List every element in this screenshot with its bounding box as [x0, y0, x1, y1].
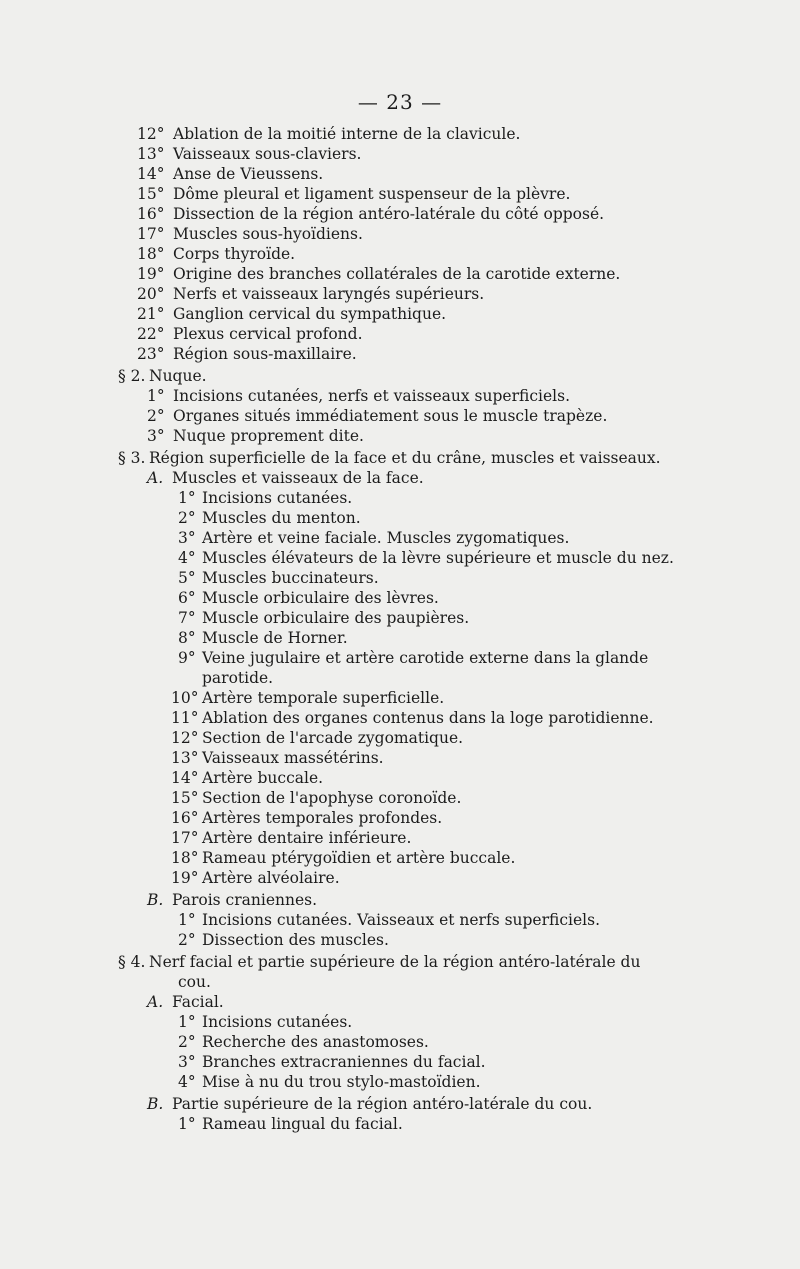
outline-item [178, 930, 389, 950]
page-number: — 23 — [357, 90, 443, 114]
outline-item [171, 808, 442, 828]
item-number: 3° [178, 1053, 196, 1071]
item-text: Ablation de la moitié interne de la clavicule. [173, 125, 521, 143]
item-number: B. [147, 891, 164, 909]
outline-item [137, 324, 363, 344]
outline-item [171, 708, 654, 728]
item-text: Veine jugulaire et artère carotide externe dans la glande [202, 649, 649, 667]
item-number: 14° [171, 769, 199, 787]
item-text: Muscle de Horner. [202, 629, 348, 647]
outline-item [178, 1052, 486, 1072]
item-text: Organes situés immédiatement sous le muscle trapèze. [173, 407, 608, 425]
item-text: Muscles buccinateurs. [202, 569, 379, 587]
item-number: 19° [137, 265, 165, 283]
outline-item [137, 264, 620, 284]
outline-item [178, 972, 211, 992]
item-number: 2° [178, 1033, 196, 1051]
item-number: 7° [178, 609, 196, 627]
item-text: Incisions cutanées. Vaisseaux et nerfs superficiels. [202, 911, 601, 929]
item-number: § 3. [118, 449, 146, 467]
item-text: Dissection des muscles. [202, 931, 389, 949]
item-number: 1° [178, 1013, 196, 1031]
item-number: 14° [137, 165, 165, 183]
item-text: Muscle orbiculaire des lèvres. [202, 589, 439, 607]
item-text: Artère temporale superficielle. [202, 689, 445, 707]
item-number: 1° [178, 489, 196, 507]
item-text: Anse de Vieussens. [173, 165, 324, 183]
outline-item [178, 588, 439, 608]
outline-item [178, 1012, 352, 1032]
outline-item [147, 1094, 592, 1114]
item-text: Ablation des organes contenus dans la loge parotidienne. [202, 709, 654, 727]
item-text: Mise à nu du trou stylo-mastoïdien. [202, 1073, 481, 1091]
item-text: parotide. [202, 669, 274, 687]
outline-item [118, 448, 661, 468]
outline-item [178, 910, 600, 930]
item-number: 6° [178, 589, 196, 607]
item-text: Ganglion cervical du sympathique. [173, 305, 447, 323]
item-number: B. [147, 1095, 164, 1113]
outline-item [202, 668, 273, 688]
outline-item [178, 568, 379, 588]
item-number: 5° [178, 569, 196, 587]
item-text: Rameau lingual du facial. [202, 1115, 403, 1133]
item-number: 2° [178, 509, 196, 527]
item-text: Corps thyroïde. [173, 245, 296, 263]
item-text: Incisions cutanées. [202, 489, 353, 507]
item-text: Vaisseaux sous-claviers. [173, 145, 362, 163]
outline-item [118, 952, 640, 972]
item-number: 19° [171, 869, 199, 887]
item-number: 1° [147, 387, 165, 405]
item-number: 22° [137, 325, 165, 343]
outline-item [178, 628, 348, 648]
outline-item [137, 284, 484, 304]
item-number: 15° [171, 789, 199, 807]
item-text: cou. [178, 973, 211, 991]
item-text: Muscles et vaisseaux de la face. [172, 469, 424, 487]
item-number: 2° [147, 407, 165, 425]
outline-item [178, 548, 674, 568]
outline-item [147, 992, 224, 1012]
item-number: 4° [178, 1073, 196, 1091]
item-number: 3° [147, 427, 165, 445]
outline-item [171, 788, 461, 808]
item-text: Artère et veine faciale. Muscles zygomatiques. [202, 529, 570, 547]
item-text: Nerfs et vaisseaux laryngés supérieurs. [173, 285, 485, 303]
item-number: 1° [178, 911, 196, 929]
outline-item [118, 366, 207, 386]
outline-item [178, 1114, 403, 1134]
item-number: 13° [171, 749, 199, 767]
item-text: Artère dentaire inférieure. [202, 829, 412, 847]
item-number: 12° [137, 125, 165, 143]
item-text: Dissection de la région antéro-latérale du côté opposé. [173, 205, 605, 223]
item-number: § 4. [118, 953, 146, 971]
item-number: 17° [137, 225, 165, 243]
item-text: Région sous-maxillaire. [173, 345, 357, 363]
outline-item [147, 386, 570, 406]
outline-item [137, 304, 446, 324]
item-number: 12° [171, 729, 199, 747]
item-text: Parois craniennes. [172, 891, 318, 909]
outline-item [178, 608, 469, 628]
item-text: Partie supérieure de la région antéro-latérale du cou. [172, 1095, 593, 1113]
item-text: Artères temporales profondes. [202, 809, 443, 827]
outline-item [178, 488, 352, 508]
item-text: Branches extracraniennes du facial. [202, 1053, 486, 1071]
item-text: Dôme pleural et ligament suspenseur de la plèvre. [173, 185, 571, 203]
outline-item [171, 728, 463, 748]
outline-item [137, 124, 520, 144]
item-text: Incisions cutanées, nerfs et vaisseaux superficiels. [173, 387, 570, 405]
item-text: Muscles sous-hyoïdiens. [173, 225, 363, 243]
item-text: Région superficielle de la face et du crâne, muscles et vaisseaux. [149, 449, 661, 467]
item-text: Muscles du menton. [202, 509, 361, 527]
item-number: 3° [178, 529, 196, 547]
outline-item [137, 164, 323, 184]
item-number: A. [147, 469, 164, 487]
outline-item [147, 468, 424, 488]
item-number: A. [147, 993, 164, 1011]
outline-item [171, 848, 515, 868]
item-number: 17° [171, 829, 199, 847]
item-text: Muscle orbiculaire des paupières. [202, 609, 470, 627]
item-number: 1° [178, 1115, 196, 1133]
item-text: Rameau ptérygoïdien et artère buccale. [202, 849, 516, 867]
item-number: 13° [137, 145, 165, 163]
item-text: Plexus cervical profond. [173, 325, 363, 343]
item-text: Artère buccale. [202, 769, 324, 787]
outline-item [178, 1032, 429, 1052]
item-number: 2° [178, 931, 196, 949]
item-text: Nerf facial et partie supérieure de la région antéro-latérale du [149, 953, 641, 971]
item-text: Muscles élévateurs de la lèvre supérieure et muscle du nez. [202, 549, 674, 567]
outline-item [171, 688, 444, 708]
item-number: 21° [137, 305, 165, 323]
outline-item [178, 528, 569, 548]
outline-item [171, 828, 411, 848]
item-text: Section de l'arcade zygomatique. [202, 729, 464, 747]
item-number: 4° [178, 549, 196, 567]
outline-item [171, 748, 384, 768]
item-text: Nuque. [149, 367, 207, 385]
outline-item [137, 184, 570, 204]
outline-item [147, 890, 317, 910]
outline-item [178, 648, 648, 668]
outline-item [137, 204, 604, 224]
item-number: 8° [178, 629, 196, 647]
item-text: Nuque proprement dite. [173, 427, 364, 445]
item-number: 9° [178, 649, 196, 667]
item-number: 18° [171, 849, 199, 867]
item-text: Incisions cutanées. [202, 1013, 353, 1031]
item-number: 20° [137, 285, 165, 303]
outline-item [147, 406, 607, 426]
item-number: 18° [137, 245, 165, 263]
outline-item [178, 1072, 481, 1092]
item-text: Section de l'apophyse coronoïde. [202, 789, 462, 807]
item-number: 23° [137, 345, 165, 363]
item-number: 10° [171, 689, 199, 707]
outline-item [137, 224, 363, 244]
item-number: 16° [171, 809, 199, 827]
item-number: 16° [137, 205, 165, 223]
outline-item [137, 344, 357, 364]
item-text: Artère alvéolaire. [202, 869, 340, 887]
item-text: Vaisseaux massétérins. [202, 749, 384, 767]
outline-item [178, 508, 361, 528]
item-text: Recherche des anastomoses. [202, 1033, 429, 1051]
outline-item [137, 244, 295, 264]
outline-item [171, 768, 323, 788]
item-number: 11° [171, 709, 199, 727]
outline-item [147, 426, 364, 446]
item-text: Origine des branches collatérales de la carotide externe. [173, 265, 621, 283]
item-number: 15° [137, 185, 165, 203]
item-number: § 2. [118, 367, 146, 385]
outline-item [137, 144, 361, 164]
outline-item [171, 868, 340, 888]
item-text: Facial. [172, 993, 224, 1011]
